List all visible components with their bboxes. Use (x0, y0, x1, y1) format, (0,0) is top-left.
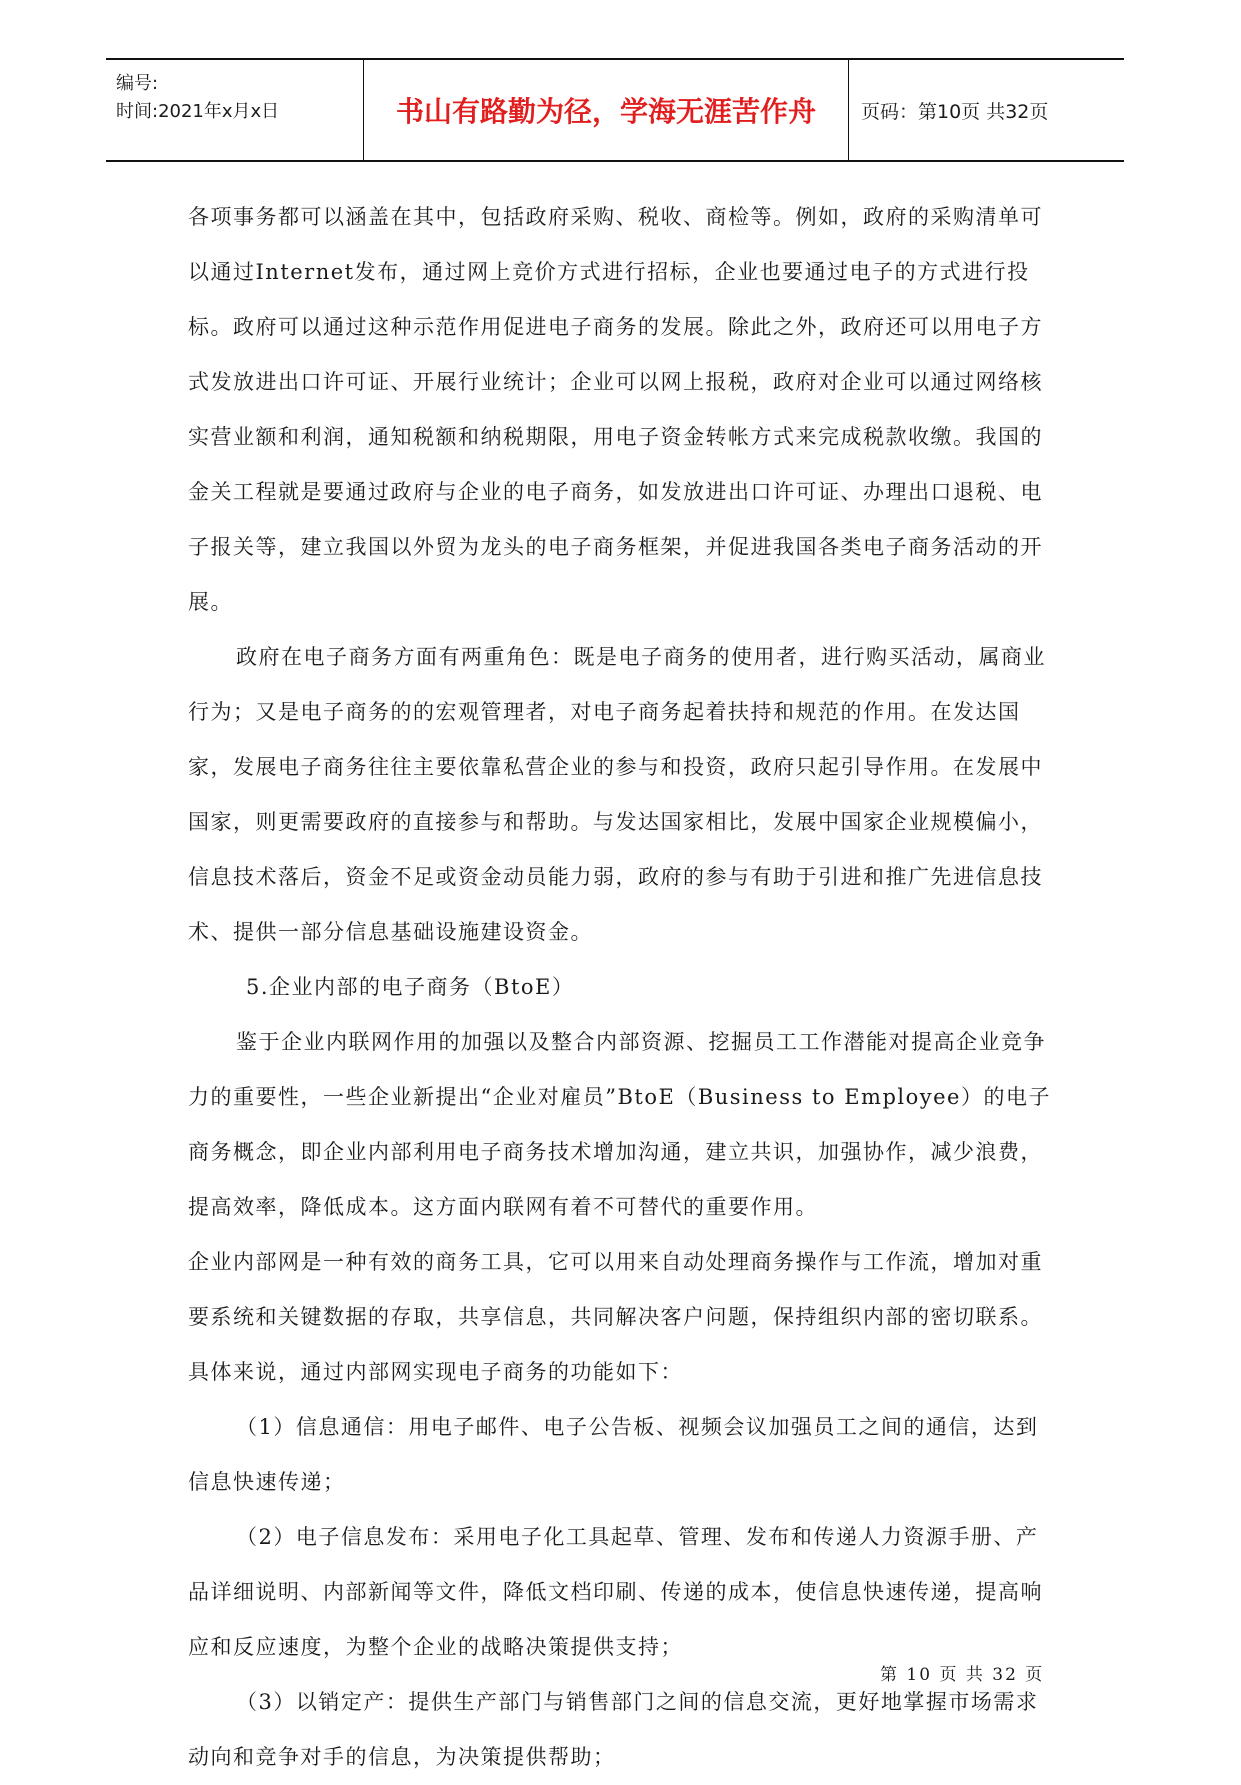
page-header (106, 58, 1124, 162)
list-item-communication: （1）信息通信：用电子邮件、电子公告板、视频会议加强员工之间的通信，达到信息快速传递； (188, 1415, 1039, 1494)
page-footer: 第 10 页 共 32 页 (880, 1665, 1045, 1685)
document-number-label: 编号: (116, 73, 159, 94)
document-body (188, 190, 1052, 1785)
paragraph-intranet-tool: 企业内部网是一种有效的商务工具，它可以用来自动处理商务操作与工作流，增加对重要系统和关键数据的存取，共享信息，共同解决客户问题，保持组织内部的密切联系。具体来说，通过内部网实现电子商务的功能如下： (188, 1250, 1043, 1384)
header-page-code: 页码：第10页 共32页 (861, 100, 1049, 123)
paragraph-government-roles: 政府在电子商务方面有两重角色：既是电子商务的使用者，进行购买活动，属商业行为；又是电子商务的的宏观管理者，对电子商务起着扶持和规范的作用。在发达国家，发展电子商务往往主要依靠私营企业的参与和投资，政府只起引导作用。在发展中国家，则更需要政府的直接参与和帮助。与发达国家相比，发展中国家企业规模偏小，信息技术落后，资金不足或资金动员能力弱，政府的参与有助于引进和推广先进信息技术、提供一部分信息基础设施建设资金。 (188, 645, 1046, 944)
section-heading-btoe: 5.企业内部的电子商务（BtoE） (246, 975, 575, 999)
list-item-publishing: （2）电子信息发布：采用电子化工具起草、管理、发布和传递人力资源手册、产品详细说明、内部新闻等文件，降低文档印刷、传递的成本，使信息快速传递，提高响应和反应速度，为整个企业的战略决策提供支持； (188, 1525, 1043, 1659)
document-time-label: 时间:2021年x月x日 (116, 101, 280, 122)
paragraph-btoe-concept: 鉴于企业内联网作用的加强以及整合内部资源、挖掘员工工作潜能对提高企业竞争力的重要性，一些企业新提出“企业对雇员”BtoE（Business to Employee）的电子商务概念，即企业内部利用电子商务技术增加沟通，建立共识，加强协作，减少浪费，提高效率，降低成本。这方面内联网有着不可替代的重要作用。 (188, 1030, 1051, 1219)
paragraph-government-affairs: 各项事务都可以涵盖在其中，包括政府采购、税收、商检等。例如，政府的采购清单可以通过Internet发布，通过网上竞价方式进行招标，企业也要通过电子的方式进行投标。政府可以通过这种示范作用促进电子商务的发展。除此之外，政府还可以用电子方式发放进出口许可证、开展行业统计；企业可以网上报税，政府对企业可以通过网络核实营业额和利润，通知税额和纳税期限，用电子资金转帐方式来完成税款收缴。我国的金关工程就是要通过政府与企业的电子商务，如发放进出口许可证、办理出口退税、电子报关等，建立我国以外贸为龙头的电子商务框架，并促进我国各类电子商务活动的开展。 (188, 205, 1043, 614)
header-meta (106, 60, 364, 160)
list-item-production: （3）以销定产：提供生产部门与销售部门之间的信息交流，更好地掌握市场需求动向和竞争对手的信息，为决策提供帮助； (188, 1690, 1039, 1769)
header-motto: 书山有路勤为径，学海无涯苦作舟 (364, 60, 849, 160)
